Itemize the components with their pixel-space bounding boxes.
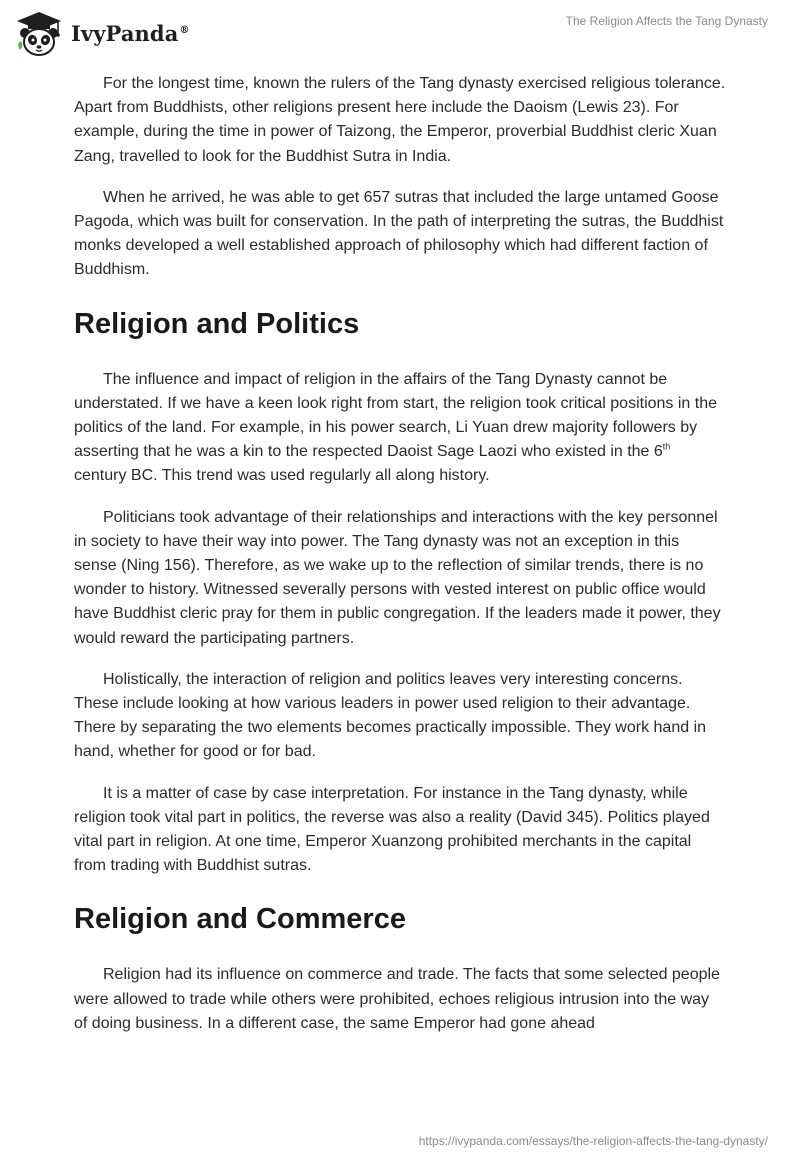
page-header — [0, 0, 800, 64]
paragraph: The influence and impact of religion in the affairs of the Tang Dynasty cannot be understated. If we have a keen look right from start, the religion took critical positions in the politics of the land. For example, in his power search, Li Yuan drew majority followers by asserting that he was a kin to the respected Daoist Sage Laozi who existed in the 6th century BC. This trend was used regularly all along history. — [74, 370, 717, 485]
document-title: The Religion Affects the Tang Dynasty — [565, 14, 768, 28]
paragraph: Religion had its influence on commerce and trade. The facts that some selected people were allowed to trade while others were prohibited, echoes religious intrusion into the way of doing business. In a different case, the same Emperor had gone ahead — [74, 966, 720, 1032]
paragraph: It is a matter of case by case interpretation. For instance in the Tang dynasty, while religion took vital part in politics, the reverse was also a reality (David 345). Politics played vital part in religion. At one time, Emperor Xuanzong prohibited merchants in the capital from trading with Buddhist sutras. — [74, 784, 710, 875]
paragraph: When he arrived, he was able to get 657 sutras that included the large untamed Goose Pagoda, which was built for conservation. In the path of interpreting the sutras, the Buddhist monks developed a well established approach of philosophy which had different faction of Buddhism. — [74, 188, 724, 279]
paragraph: For the longest time, known the rulers of the Tang dynasty exercised religious tolerance. Apart from Buddhists, other religions present here include the Daoism (Lewis 23). For example, during the time in power of Taizong, the Emperor, proverbial Buddhist cleric Xuan Zang, travelled to look for the Buddhist Sutra in India. — [74, 75, 726, 165]
section-heading-politics: Religion and Politics — [74, 307, 360, 340]
section-heading-commerce: Religion and Commerce — [74, 903, 406, 936]
paragraph: Holistically, the interaction of religion and politics leaves very interesting concerns. These include looking at how various leaders in power used religion to their advantage. There by separating the two elements becomes practically impossible. They work hand in hand, whether for good or for bad. — [74, 670, 707, 761]
ivypanda-logo[interactable] — [14, 10, 190, 56]
essay-body — [74, 72, 726, 1053]
source-url-link[interactable]: https://ivypanda.com/essays/the-religion-affects-the-tang-dynasty/ — [418, 1134, 768, 1148]
paragraph: Politicians took advantage of their relationships and interactions with the key personnel in society to have their way into power. The Tang dynasty was not an exception in this sense (Ning 156). Therefore, as we wake up to the reflection of similar trends, there is no wonder to history. Witnessed severally persons with vested interest on public office would have Buddhist cleric pray for them in public congregation. If the leaders made it power, they would reward the participating partners. — [74, 508, 721, 647]
brand-name: IvyPanda® — [71, 20, 190, 46]
panda-graduate-icon — [14, 10, 64, 56]
